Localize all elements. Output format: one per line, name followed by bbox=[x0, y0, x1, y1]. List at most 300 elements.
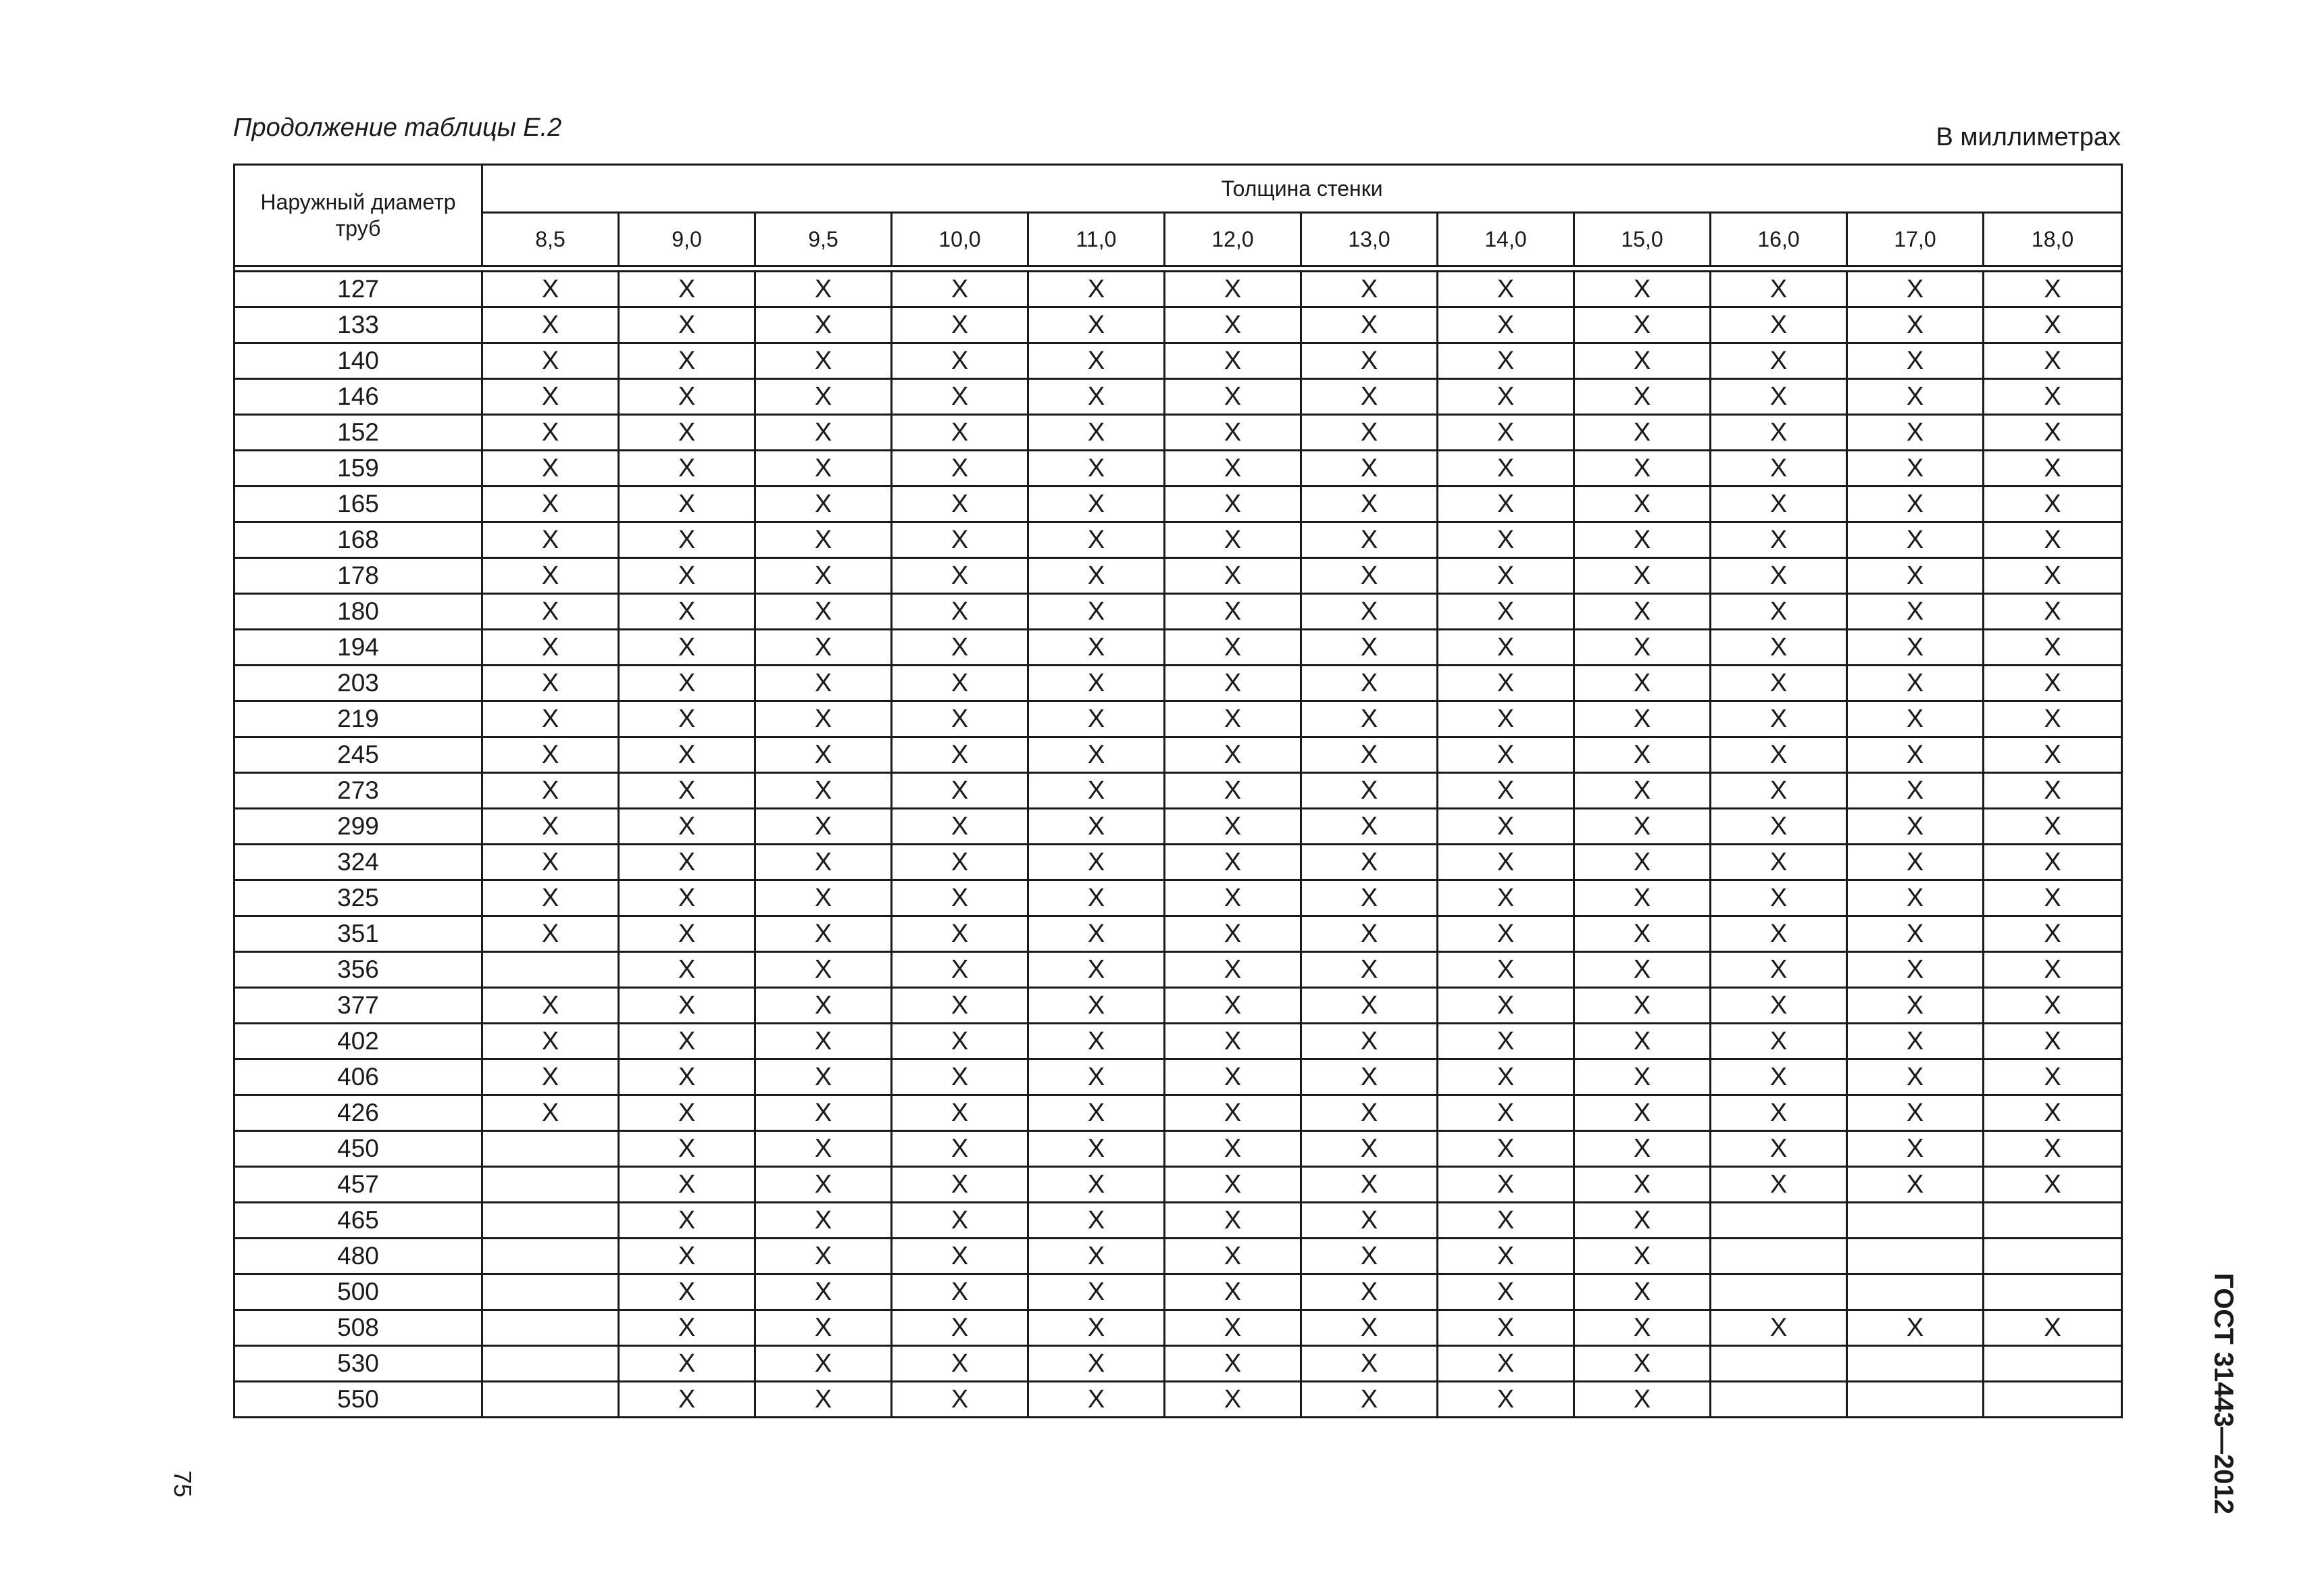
thickness-mark-cell: X bbox=[1165, 1310, 1301, 1346]
thickness-mark-cell: X bbox=[892, 1167, 1028, 1203]
thickness-mark-cell: X bbox=[892, 1059, 1028, 1095]
thickness-mark-cell bbox=[482, 1274, 619, 1310]
thickness-mark-cell: X bbox=[619, 916, 755, 952]
thickness-mark-cell: X bbox=[1165, 1203, 1301, 1239]
thickness-mark-cell: X bbox=[619, 379, 755, 415]
thickness-mark-cell: X bbox=[1165, 379, 1301, 415]
thickness-mark-cell: X bbox=[1574, 1059, 1711, 1095]
header-thickness-values bbox=[234, 213, 2122, 266]
diameter-cell: 219 bbox=[234, 701, 482, 737]
thickness-mark-cell: X bbox=[1984, 630, 2122, 666]
diameter-cell: 127 bbox=[234, 272, 482, 307]
header-thickness-value: 11,0 bbox=[1028, 213, 1165, 266]
thickness-mark-cell: X bbox=[1574, 737, 1711, 773]
thickness-mark-cell: X bbox=[619, 558, 755, 594]
table-header bbox=[234, 165, 2122, 272]
thickness-mark-cell: X bbox=[1574, 916, 1711, 952]
thickness-mark-cell bbox=[482, 1167, 619, 1203]
table-row bbox=[234, 1382, 2122, 1418]
table-row bbox=[234, 916, 2122, 952]
thickness-mark-cell: X bbox=[1165, 1382, 1301, 1418]
thickness-mark-cell: X bbox=[1438, 1203, 1574, 1239]
thickness-mark-cell: X bbox=[1438, 988, 1574, 1024]
thickness-mark-cell: X bbox=[755, 773, 892, 809]
thickness-mark-cell: X bbox=[482, 487, 619, 522]
table-row bbox=[234, 1095, 2122, 1131]
thickness-mark-cell: X bbox=[1028, 451, 1165, 487]
thickness-mark-cell: X bbox=[1165, 737, 1301, 773]
standard-designation: ГОСТ 31443—2012 bbox=[2208, 1273, 2238, 1514]
thickness-mark-cell: X bbox=[755, 737, 892, 773]
thickness-mark-cell: X bbox=[482, 451, 619, 487]
thickness-mark-cell: X bbox=[1438, 1167, 1574, 1203]
thickness-mark-cell: X bbox=[1984, 1024, 2122, 1059]
thickness-mark-cell: X bbox=[1438, 415, 1574, 451]
thickness-mark-cell bbox=[1847, 1239, 1984, 1274]
thickness-mark-cell: X bbox=[1574, 522, 1711, 558]
thickness-mark-cell: X bbox=[892, 522, 1028, 558]
thickness-mark-cell: X bbox=[892, 737, 1028, 773]
thickness-mark-cell: X bbox=[892, 1095, 1028, 1131]
thickness-mark-cell: X bbox=[1847, 701, 1984, 737]
thickness-mark-cell bbox=[1711, 1274, 1847, 1310]
thickness-mark-cell: X bbox=[1028, 343, 1165, 379]
thickness-mark-cell: X bbox=[1028, 1167, 1165, 1203]
thickness-mark-cell: X bbox=[1984, 594, 2122, 630]
thickness-mark-cell: X bbox=[1301, 1346, 1438, 1382]
thickness-mark-cell: X bbox=[1301, 1024, 1438, 1059]
thickness-mark-cell: X bbox=[892, 630, 1028, 666]
thickness-mark-cell: X bbox=[1847, 272, 1984, 307]
header-thickness-value: 14,0 bbox=[1438, 213, 1574, 266]
thickness-mark-cell: X bbox=[619, 701, 755, 737]
thickness-mark-cell: X bbox=[1438, 666, 1574, 701]
thickness-mark-cell: X bbox=[1574, 1274, 1711, 1310]
thickness-mark-cell: X bbox=[1847, 522, 1984, 558]
thickness-mark-cell: X bbox=[619, 594, 755, 630]
thickness-mark-cell: X bbox=[892, 487, 1028, 522]
diameter-cell: 203 bbox=[234, 666, 482, 701]
thickness-mark-cell: X bbox=[1574, 1095, 1711, 1131]
thickness-mark-cell: X bbox=[1574, 451, 1711, 487]
thickness-mark-cell: X bbox=[1165, 1024, 1301, 1059]
thickness-mark-cell: X bbox=[1984, 343, 2122, 379]
thickness-mark-cell: X bbox=[1165, 1167, 1301, 1203]
thickness-mark-cell: X bbox=[1711, 916, 1847, 952]
thickness-mark-cell: X bbox=[1711, 594, 1847, 630]
thickness-mark-cell: X bbox=[755, 845, 892, 880]
thickness-mark-cell: X bbox=[619, 952, 755, 988]
thickness-mark-cell: X bbox=[1711, 379, 1847, 415]
thickness-mark-cell: X bbox=[1028, 1095, 1165, 1131]
thickness-mark-cell: X bbox=[755, 415, 892, 451]
thickness-mark-cell: X bbox=[482, 1095, 619, 1131]
thickness-mark-cell: X bbox=[1028, 737, 1165, 773]
thickness-mark-cell: X bbox=[1438, 1274, 1574, 1310]
thickness-mark-cell: X bbox=[1984, 737, 2122, 773]
thickness-mark-cell bbox=[482, 1131, 619, 1167]
diameter-cell: 324 bbox=[234, 845, 482, 880]
thickness-mark-cell: X bbox=[1984, 415, 2122, 451]
thickness-mark-cell: X bbox=[1711, 1059, 1847, 1095]
thickness-mark-cell: X bbox=[1711, 809, 1847, 845]
thickness-mark-cell: X bbox=[1438, 1310, 1574, 1346]
diameter-cell: 465 bbox=[234, 1203, 482, 1239]
thickness-mark-cell: X bbox=[1847, 1310, 1984, 1346]
thickness-mark-cell: X bbox=[1438, 1059, 1574, 1095]
thickness-mark-cell: X bbox=[755, 1024, 892, 1059]
thickness-mark-cell: X bbox=[1028, 522, 1165, 558]
thickness-mark-cell: X bbox=[892, 1346, 1028, 1382]
thickness-mark-cell: X bbox=[1301, 1131, 1438, 1167]
thickness-mark-cell: X bbox=[1301, 594, 1438, 630]
thickness-mark-cell: X bbox=[1165, 809, 1301, 845]
thickness-mark-cell: X bbox=[1301, 1274, 1438, 1310]
header-thickness-value: 10,0 bbox=[892, 213, 1028, 266]
thickness-mark-cell: X bbox=[1165, 880, 1301, 916]
thickness-mark-cell: X bbox=[1847, 415, 1984, 451]
thickness-mark-cell: X bbox=[1984, 773, 2122, 809]
thickness-mark-cell: X bbox=[755, 558, 892, 594]
thickness-mark-cell: X bbox=[1301, 272, 1438, 307]
thickness-mark-cell: X bbox=[482, 594, 619, 630]
thickness-mark-cell: X bbox=[1165, 1059, 1301, 1095]
table-body bbox=[234, 272, 2122, 1418]
table-row bbox=[234, 845, 2122, 880]
thickness-mark-cell: X bbox=[1438, 916, 1574, 952]
thickness-mark-cell: X bbox=[482, 916, 619, 952]
thickness-mark-cell: X bbox=[1301, 451, 1438, 487]
thickness-mark-cell: X bbox=[1028, 952, 1165, 988]
thickness-mark-cell: X bbox=[619, 1310, 755, 1346]
table-row bbox=[234, 1203, 2122, 1239]
thickness-mark-cell: X bbox=[1438, 701, 1574, 737]
thickness-mark-cell: X bbox=[1574, 307, 1711, 343]
header-thickness-value: 12,0 bbox=[1165, 213, 1301, 266]
thickness-mark-cell: X bbox=[1438, 630, 1574, 666]
thickness-mark-cell: X bbox=[1711, 666, 1847, 701]
thickness-mark-cell: X bbox=[892, 1203, 1028, 1239]
thickness-mark-cell: X bbox=[755, 487, 892, 522]
thickness-mark-cell: X bbox=[1438, 737, 1574, 773]
thickness-mark-cell: X bbox=[1984, 845, 2122, 880]
table-row bbox=[234, 1024, 2122, 1059]
thickness-mark-cell: X bbox=[755, 1095, 892, 1131]
thickness-mark-cell: X bbox=[1574, 272, 1711, 307]
thickness-mark-cell: X bbox=[1438, 379, 1574, 415]
thickness-mark-cell: X bbox=[1711, 952, 1847, 988]
thickness-mark-cell: X bbox=[482, 1024, 619, 1059]
table-row bbox=[234, 1131, 2122, 1167]
thickness-mark-cell: X bbox=[1574, 809, 1711, 845]
thickness-mark-cell: X bbox=[1301, 307, 1438, 343]
thickness-mark-cell: X bbox=[1028, 1131, 1165, 1167]
thickness-mark-cell bbox=[482, 1310, 619, 1346]
thickness-mark-cell: X bbox=[482, 1059, 619, 1095]
thickness-mark-cell: X bbox=[892, 988, 1028, 1024]
thickness-mark-cell: X bbox=[1028, 666, 1165, 701]
thickness-mark-cell: X bbox=[1847, 630, 1984, 666]
header-thickness-value: 17,0 bbox=[1847, 213, 1984, 266]
thickness-mark-cell: X bbox=[892, 773, 1028, 809]
thickness-mark-cell bbox=[1711, 1346, 1847, 1382]
thickness-mark-cell: X bbox=[1574, 487, 1711, 522]
thickness-mark-cell: X bbox=[1165, 558, 1301, 594]
diameter-cell: 450 bbox=[234, 1131, 482, 1167]
thickness-mark-cell: X bbox=[482, 773, 619, 809]
thickness-mark-cell: X bbox=[1301, 666, 1438, 701]
thickness-mark-cell: X bbox=[1984, 701, 2122, 737]
thickness-mark-cell: X bbox=[1165, 272, 1301, 307]
thickness-mark-cell: X bbox=[1847, 379, 1984, 415]
thickness-mark-cell: X bbox=[619, 1382, 755, 1418]
thickness-mark-cell bbox=[1711, 1382, 1847, 1418]
thickness-mark-cell: X bbox=[1438, 343, 1574, 379]
thickness-mark-cell: X bbox=[1711, 773, 1847, 809]
diameter-cell: 159 bbox=[234, 451, 482, 487]
thickness-mark-cell: X bbox=[1847, 307, 1984, 343]
thickness-mark-cell: X bbox=[1438, 952, 1574, 988]
thickness-mark-cell: X bbox=[755, 594, 892, 630]
thickness-mark-cell bbox=[482, 1382, 619, 1418]
thickness-mark-cell: X bbox=[1847, 773, 1984, 809]
thickness-mark-cell bbox=[1984, 1239, 2122, 1274]
thickness-mark-cell: X bbox=[1984, 916, 2122, 952]
thickness-mark-cell: X bbox=[482, 272, 619, 307]
diameter-cell: 530 bbox=[234, 1346, 482, 1382]
diameter-cell: 165 bbox=[234, 487, 482, 522]
thickness-mark-cell: X bbox=[482, 630, 619, 666]
diameter-cell: 245 bbox=[234, 737, 482, 773]
thickness-mark-cell: X bbox=[1301, 1167, 1438, 1203]
thickness-mark-cell: X bbox=[892, 916, 1028, 952]
diameter-cell: 299 bbox=[234, 809, 482, 845]
thickness-mark-cell: X bbox=[1438, 845, 1574, 880]
table-row bbox=[234, 307, 2122, 343]
diameter-cell: 406 bbox=[234, 1059, 482, 1095]
thickness-mark-cell: X bbox=[1301, 737, 1438, 773]
diameter-cell: 377 bbox=[234, 988, 482, 1024]
thickness-mark-cell bbox=[1711, 1239, 1847, 1274]
table-row bbox=[234, 594, 2122, 630]
thickness-mark-cell: X bbox=[1438, 1024, 1574, 1059]
thickness-mark-cell: X bbox=[1028, 773, 1165, 809]
thickness-mark-cell: X bbox=[1711, 1167, 1847, 1203]
thickness-mark-cell: X bbox=[1847, 487, 1984, 522]
thickness-mark-cell: X bbox=[1574, 558, 1711, 594]
thickness-mark-cell: X bbox=[892, 1239, 1028, 1274]
thickness-mark-cell: X bbox=[1711, 1131, 1847, 1167]
thickness-mark-cell: X bbox=[1847, 880, 1984, 916]
thickness-mark-cell: X bbox=[1165, 845, 1301, 880]
table-row bbox=[234, 451, 2122, 487]
thickness-mark-cell: X bbox=[1438, 1239, 1574, 1274]
thickness-mark-cell: X bbox=[1711, 737, 1847, 773]
thickness-mark-cell: X bbox=[1711, 272, 1847, 307]
thickness-mark-cell: X bbox=[1165, 1095, 1301, 1131]
thickness-mark-cell: X bbox=[755, 1167, 892, 1203]
thickness-mark-cell: X bbox=[619, 1346, 755, 1382]
thickness-mark-cell: X bbox=[1301, 845, 1438, 880]
thickness-mark-cell: X bbox=[1984, 307, 2122, 343]
table-row bbox=[234, 630, 2122, 666]
thickness-mark-cell: X bbox=[1301, 1059, 1438, 1095]
thickness-mark-cell: X bbox=[1028, 1382, 1165, 1418]
thickness-mark-cell: X bbox=[1711, 451, 1847, 487]
thickness-mark-cell: X bbox=[1574, 1167, 1711, 1203]
thickness-mark-cell: X bbox=[1574, 1239, 1711, 1274]
thickness-mark-cell: X bbox=[1165, 415, 1301, 451]
thickness-mark-cell: X bbox=[1301, 558, 1438, 594]
thickness-mark-cell: X bbox=[1984, 988, 2122, 1024]
thickness-mark-cell: X bbox=[1847, 1131, 1984, 1167]
thickness-mark-cell: X bbox=[1438, 1095, 1574, 1131]
thickness-mark-cell: X bbox=[1028, 845, 1165, 880]
thickness-mark-cell: X bbox=[1574, 1024, 1711, 1059]
thickness-mark-cell: X bbox=[755, 343, 892, 379]
thickness-mark-cell: X bbox=[755, 630, 892, 666]
thickness-mark-cell: X bbox=[482, 558, 619, 594]
header-thickness: Толщина стенки bbox=[482, 165, 2122, 213]
thickness-mark-cell: X bbox=[1028, 701, 1165, 737]
thickness-mark-cell: X bbox=[1028, 272, 1165, 307]
diameter-cell: 140 bbox=[234, 343, 482, 379]
thickness-mark-cell: X bbox=[1438, 809, 1574, 845]
thickness-mark-cell: X bbox=[1028, 880, 1165, 916]
thickness-mark-cell: X bbox=[1301, 1203, 1438, 1239]
thickness-mark-cell: X bbox=[1847, 1167, 1984, 1203]
table-caption: Продолжение таблицы Е.2 bbox=[233, 114, 562, 142]
diameter-cell: 457 bbox=[234, 1167, 482, 1203]
thickness-mark-cell bbox=[482, 952, 619, 988]
thickness-mark-cell: X bbox=[619, 880, 755, 916]
thickness-mark-cell: X bbox=[1438, 487, 1574, 522]
thickness-mark-cell: X bbox=[1574, 773, 1711, 809]
thickness-mark-cell: X bbox=[755, 1274, 892, 1310]
table-row bbox=[234, 880, 2122, 916]
thickness-mark-cell: X bbox=[1028, 988, 1165, 1024]
table-row bbox=[234, 1310, 2122, 1346]
units-note: В миллиметрах bbox=[1936, 123, 2121, 151]
thickness-mark-cell: X bbox=[1711, 487, 1847, 522]
thickness-mark-cell: X bbox=[1165, 522, 1301, 558]
thickness-mark-cell: X bbox=[755, 1382, 892, 1418]
header-thickness-value: 9,0 bbox=[619, 213, 755, 266]
table-row bbox=[234, 737, 2122, 773]
diameter-cell: 133 bbox=[234, 307, 482, 343]
thickness-mark-cell: X bbox=[1574, 630, 1711, 666]
thickness-mark-cell: X bbox=[1301, 773, 1438, 809]
thickness-mark-cell: X bbox=[892, 701, 1028, 737]
thickness-mark-cell bbox=[1847, 1203, 1984, 1239]
table-row bbox=[234, 988, 2122, 1024]
thickness-mark-cell: X bbox=[1847, 343, 1984, 379]
thickness-mark-cell: X bbox=[1438, 522, 1574, 558]
thickness-mark-cell: X bbox=[755, 522, 892, 558]
diameter-cell: 178 bbox=[234, 558, 482, 594]
thickness-mark-cell: X bbox=[892, 307, 1028, 343]
thickness-mark-cell: X bbox=[892, 272, 1028, 307]
thickness-mark-cell: X bbox=[1574, 845, 1711, 880]
thickness-mark-cell: X bbox=[1028, 1310, 1165, 1346]
diameter-cell: 500 bbox=[234, 1274, 482, 1310]
thickness-mark-cell: X bbox=[892, 415, 1028, 451]
table-row bbox=[234, 272, 2122, 307]
thickness-mark-cell: X bbox=[482, 666, 619, 701]
table-row bbox=[234, 487, 2122, 522]
thickness-mark-cell: X bbox=[1028, 1239, 1165, 1274]
thickness-mark-cell: X bbox=[1028, 1203, 1165, 1239]
diameter-cell: 194 bbox=[234, 630, 482, 666]
table-row bbox=[234, 701, 2122, 737]
thickness-mark-cell: X bbox=[1301, 809, 1438, 845]
thickness-mark-cell: X bbox=[1711, 415, 1847, 451]
thickness-mark-cell: X bbox=[1165, 630, 1301, 666]
thickness-mark-cell: X bbox=[1301, 343, 1438, 379]
diameter-cell: 480 bbox=[234, 1239, 482, 1274]
thickness-mark-cell: X bbox=[1165, 1274, 1301, 1310]
thickness-mark-cell: X bbox=[619, 343, 755, 379]
thickness-mark-cell: X bbox=[1165, 773, 1301, 809]
diameter-cell: 356 bbox=[234, 952, 482, 988]
thickness-mark-cell: X bbox=[1711, 1310, 1847, 1346]
thickness-mark-cell: X bbox=[755, 1239, 892, 1274]
thickness-mark-cell: X bbox=[1165, 1239, 1301, 1274]
thickness-mark-cell bbox=[482, 1203, 619, 1239]
thickness-mark-cell: X bbox=[755, 1059, 892, 1095]
thickness-mark-cell: X bbox=[1165, 594, 1301, 630]
thickness-mark-cell: X bbox=[1165, 952, 1301, 988]
thickness-mark-cell: X bbox=[619, 1095, 755, 1131]
thickness-mark-cell: X bbox=[755, 451, 892, 487]
thickness-mark-cell bbox=[1847, 1274, 1984, 1310]
thickness-mark-cell: X bbox=[482, 307, 619, 343]
diameter-cell: 180 bbox=[234, 594, 482, 630]
thickness-mark-cell: X bbox=[1574, 952, 1711, 988]
thickness-mark-cell: X bbox=[619, 809, 755, 845]
thickness-mark-cell: X bbox=[755, 1131, 892, 1167]
thickness-mark-cell: X bbox=[1301, 988, 1438, 1024]
diameter-cell: 351 bbox=[234, 916, 482, 952]
table-row bbox=[234, 415, 2122, 451]
thickness-mark-cell: X bbox=[1711, 343, 1847, 379]
table-row bbox=[234, 666, 2122, 701]
thickness-mark-cell: X bbox=[1574, 1131, 1711, 1167]
thickness-mark-cell bbox=[482, 1239, 619, 1274]
diameter-cell: 146 bbox=[234, 379, 482, 415]
thickness-mark-cell: X bbox=[1984, 666, 2122, 701]
thickness-mark-cell: X bbox=[755, 1203, 892, 1239]
thickness-mark-cell: X bbox=[619, 773, 755, 809]
diameter-cell: 402 bbox=[234, 1024, 482, 1059]
table-row bbox=[234, 773, 2122, 809]
thickness-mark-cell: X bbox=[1301, 701, 1438, 737]
thickness-mark-cell: X bbox=[755, 379, 892, 415]
table-row bbox=[234, 809, 2122, 845]
thickness-mark-cell: X bbox=[1438, 594, 1574, 630]
thickness-mark-cell: X bbox=[1847, 988, 1984, 1024]
table-row bbox=[234, 1274, 2122, 1310]
thickness-mark-cell: X bbox=[1165, 988, 1301, 1024]
thickness-mark-cell: X bbox=[1165, 666, 1301, 701]
table-row bbox=[234, 952, 2122, 988]
thickness-mark-cell: X bbox=[1847, 594, 1984, 630]
thickness-mark-cell: X bbox=[1984, 1310, 2122, 1346]
thickness-mark-cell: X bbox=[1438, 1346, 1574, 1382]
thickness-mark-cell: X bbox=[482, 522, 619, 558]
thickness-mark-cell: X bbox=[1301, 1239, 1438, 1274]
thickness-mark-cell: X bbox=[482, 343, 619, 379]
